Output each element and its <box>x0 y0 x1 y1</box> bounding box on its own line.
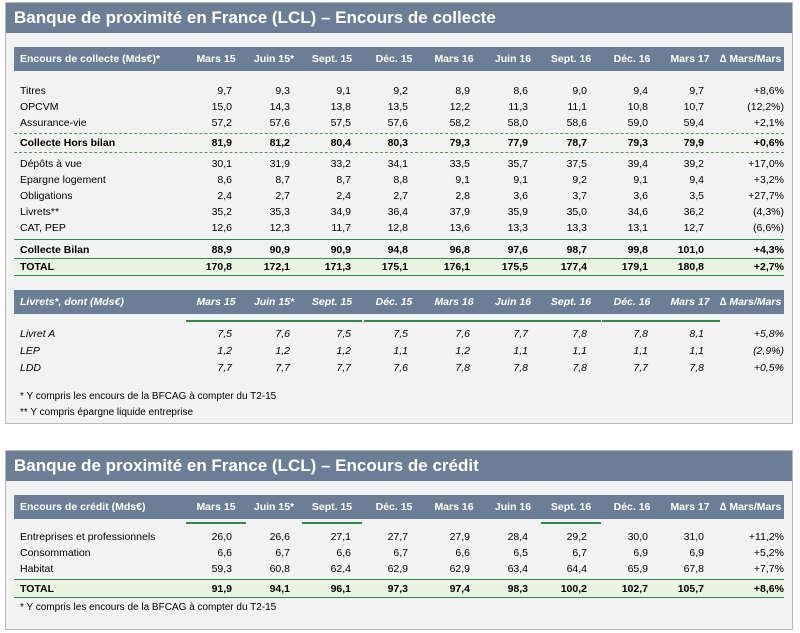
cell-value: 37,5 <box>566 158 587 170</box>
cell-value: 7,8 <box>572 328 587 340</box>
cell-value: 7,7 <box>513 328 528 340</box>
cell-value: 8,1 <box>689 328 704 340</box>
table-row <box>14 83 784 99</box>
table-row <box>14 561 784 577</box>
cell-value: 12,8 <box>387 222 408 234</box>
dash-separator <box>14 152 784 153</box>
row-label: Entreprises et professionnels <box>20 531 156 543</box>
cell-value: 175,1 <box>381 261 408 273</box>
cell-delta: +0,6% <box>753 137 784 149</box>
cell-value: 100,2 <box>560 583 587 595</box>
cell-value: 90,9 <box>330 244 351 256</box>
cell-value: 80,3 <box>387 137 408 149</box>
cell-value: 7,8 <box>513 362 528 374</box>
cell-value: 105,7 <box>677 583 704 595</box>
column-underline <box>302 320 362 322</box>
cell-value: 10,8 <box>627 101 648 113</box>
column-header-period: Mars 16 <box>434 53 474 65</box>
table-row <box>14 115 784 131</box>
cell-delta: (12,2%) <box>747 101 784 113</box>
collecte-hors-bilan-row <box>14 135 784 151</box>
table-row <box>14 220 784 236</box>
column-header-period: Déc. 15 <box>375 296 413 308</box>
row-label: Habitat <box>20 563 54 575</box>
row-label: TOTAL <box>20 583 55 595</box>
cell-value: 13,3 <box>507 222 528 234</box>
cell-value: 1,1 <box>393 345 408 357</box>
column-header-period: Mars 16 <box>434 296 474 308</box>
cell-value: 6,7 <box>275 547 290 559</box>
cell-value: 9,1 <box>336 85 351 97</box>
green-separator <box>14 239 784 240</box>
cell-value: 35,2 <box>211 206 232 218</box>
cell-value: 7,7 <box>217 362 232 374</box>
row-label: CAT, PEP <box>20 222 66 234</box>
cell-value: 60,8 <box>269 563 290 575</box>
cell-value: 7,5 <box>336 328 351 340</box>
cell-value: 10,7 <box>683 101 704 113</box>
cell-value: 35,3 <box>269 206 290 218</box>
cell-value: 8,7 <box>275 174 290 186</box>
cell-value: 81,9 <box>211 137 232 149</box>
column-underline <box>602 320 662 322</box>
livrets-header-row <box>14 290 784 314</box>
cell-value: 1,1 <box>513 345 528 357</box>
row-label: LDD <box>20 362 42 374</box>
cell-value: 7,7 <box>275 362 290 374</box>
cell-value: 9,1 <box>633 174 648 186</box>
cell-value: 13,3 <box>566 222 587 234</box>
cell-value: 8,8 <box>393 174 408 186</box>
row-label: Collecte Hors bilan <box>20 137 116 149</box>
cell-value: 6,6 <box>455 547 470 559</box>
row-label: Livrets** <box>20 206 60 218</box>
column-header-period: Juin 16 <box>494 53 532 65</box>
cell-value: 9,7 <box>689 85 704 97</box>
cell-delta: +0,5% <box>753 362 784 374</box>
cell-value: 9,2 <box>393 85 408 97</box>
cell-value: 58,6 <box>566 117 587 129</box>
cell-value: 1,2 <box>336 345 351 357</box>
table-row <box>14 188 784 204</box>
cell-delta: +5,2% <box>753 547 784 559</box>
cell-value: 172,1 <box>263 261 290 273</box>
cell-delta: +8,6% <box>753 85 784 97</box>
cell-value: 2,7 <box>275 190 290 202</box>
column-header-period: Sept. 16 <box>550 501 592 513</box>
cell-value: 3,6 <box>513 190 528 202</box>
column-header-label: Livrets*, dont (Mds€) <box>20 296 124 308</box>
table-row <box>14 326 784 342</box>
cell-value: 1,1 <box>572 345 587 357</box>
cell-value: 12,2 <box>449 101 470 113</box>
column-header-period: Mars 15 <box>196 501 236 513</box>
credit-title: Banque de proximité en France (LCL) – Encours de crédit <box>6 451 792 481</box>
column-header-period: Mars 17 <box>670 53 710 65</box>
table-row <box>14 172 784 188</box>
column-underline <box>244 320 304 322</box>
cell-value: 98,3 <box>507 583 528 595</box>
cell-value: 9,0 <box>572 85 587 97</box>
column-header-period: Juin 15* <box>253 53 295 65</box>
cell-value: 62,9 <box>387 563 408 575</box>
cell-value: 28,4 <box>507 531 528 543</box>
cell-value: 6,9 <box>689 547 704 559</box>
cell-value: 11,3 <box>508 101 528 113</box>
column-underline <box>424 320 484 322</box>
row-label: Titres <box>20 85 46 97</box>
cell-delta: +11,2% <box>748 531 784 543</box>
row-label: OPCVM <box>20 101 59 113</box>
column-underline <box>186 320 246 322</box>
cell-value: 8,6 <box>513 85 528 97</box>
cell-value: 59,0 <box>627 117 648 129</box>
row-label: Assurance-vie <box>20 117 87 129</box>
column-header-delta: ∆ Mars/Mars <box>720 53 782 65</box>
cell-value: 34,6 <box>627 206 648 218</box>
cell-value: 2,4 <box>336 190 351 202</box>
cell-value: 7,8 <box>689 362 704 374</box>
cell-value: 77,9 <box>507 137 528 149</box>
cell-value: 11,1 <box>567 101 587 113</box>
cell-value: 31,0 <box>683 531 704 543</box>
cell-value: 29,2 <box>566 531 587 543</box>
row-label: Consommation <box>20 547 91 559</box>
cell-value: 27,7 <box>387 531 408 543</box>
cell-value: 7,5 <box>217 328 232 340</box>
cell-value: 27,9 <box>449 531 470 543</box>
row-label: Collecte Bilan <box>20 244 90 256</box>
cell-value: 6,5 <box>513 547 528 559</box>
cell-value: 58,2 <box>449 117 470 129</box>
column-underline <box>541 320 601 322</box>
cell-value: 33,5 <box>449 158 470 170</box>
table-row <box>14 360 784 376</box>
cell-value: 30,0 <box>627 531 648 543</box>
cell-value: 7,6 <box>393 362 408 374</box>
cell-value: 179,1 <box>621 261 648 273</box>
cell-value: 64,4 <box>566 563 587 575</box>
cell-value: 58,0 <box>507 117 528 129</box>
cell-value: 102,7 <box>621 583 648 595</box>
cell-value: 7,8 <box>572 362 587 374</box>
cell-value: 1,2 <box>275 345 290 357</box>
cell-value: 12,6 <box>211 222 232 234</box>
cell-value: 8,9 <box>455 85 470 97</box>
cell-value: 171,3 <box>324 261 351 273</box>
cell-value: 2,8 <box>455 190 470 202</box>
cell-value: 67,8 <box>683 563 704 575</box>
cell-value: 88,9 <box>211 244 232 256</box>
collecte-bilan-row <box>14 242 784 258</box>
cell-value: 90,9 <box>269 244 290 256</box>
row-label: TOTAL <box>20 261 55 273</box>
cell-delta: +4,3% <box>753 244 784 256</box>
cell-delta: +3,2% <box>753 174 784 186</box>
cell-value: 62,9 <box>449 563 470 575</box>
cell-value: 2,7 <box>393 190 408 202</box>
cell-value: 101,0 <box>677 244 704 256</box>
cell-value: 1,1 <box>689 345 704 357</box>
cell-value: 1,2 <box>217 345 232 357</box>
cell-value: 57,5 <box>330 117 351 129</box>
column-header-period: Déc. 16 <box>613 53 651 65</box>
cell-value: 59,4 <box>683 117 704 129</box>
column-header-label: Encours de crédit (Mds€) <box>20 501 146 513</box>
column-header-period: Mars 17 <box>670 501 710 513</box>
cell-value: 78,7 <box>566 137 587 149</box>
column-underline <box>302 522 362 524</box>
dash-separator <box>14 133 784 134</box>
cell-value: 94,8 <box>387 244 408 256</box>
cell-value: 8,7 <box>336 174 351 186</box>
column-header-period: Déc. 16 <box>613 296 651 308</box>
column-header-period: Juin 15* <box>253 296 295 308</box>
cell-value: 3,7 <box>572 190 587 202</box>
column-header-period: Sept. 15 <box>311 501 353 513</box>
collecte-title: Banque de proximité en France (LCL) – Encours de collecte <box>6 3 792 33</box>
cell-value: 3,5 <box>689 190 704 202</box>
column-header-label: Encours de collecte (Mds€)* <box>20 53 161 65</box>
cell-delta: (2,9%) <box>753 345 784 357</box>
cell-value: 175,5 <box>501 261 528 273</box>
table-row <box>14 156 784 172</box>
green-separator <box>14 579 784 580</box>
cell-value: 36,4 <box>387 206 408 218</box>
cell-value: 34,1 <box>387 158 408 170</box>
collecte-note-2: ** Y compris épargne liquide entreprise <box>20 407 194 418</box>
cell-value: 7,6 <box>275 328 290 340</box>
cell-value: 79,3 <box>627 137 648 149</box>
cell-value: 97,6 <box>507 244 528 256</box>
row-label: Epargne logement <box>20 174 106 186</box>
column-header-period: Juin 16 <box>494 501 532 513</box>
cell-value: 9,2 <box>572 174 587 186</box>
cell-delta: +8,6% <box>753 583 784 595</box>
table-row <box>14 99 784 115</box>
table-row <box>14 204 784 220</box>
cell-value: 63,4 <box>507 563 528 575</box>
table-row <box>14 545 784 561</box>
column-underline <box>186 522 246 524</box>
cell-value: 7,8 <box>455 362 470 374</box>
cell-delta: +2,7% <box>753 261 784 273</box>
cell-value: 36,2 <box>683 206 704 218</box>
column-underline <box>660 320 720 322</box>
cell-value: 7,5 <box>393 328 408 340</box>
cell-delta: (4,3%) <box>753 206 784 218</box>
cell-value: 13,8 <box>330 101 351 113</box>
cell-value: 13,1 <box>627 222 648 234</box>
cell-value: 37,9 <box>449 206 470 218</box>
cell-delta: +27,7% <box>748 190 784 202</box>
cell-value: 13,6 <box>449 222 470 234</box>
row-label: Obligations <box>20 190 73 202</box>
column-header-period: Mars 15 <box>196 53 236 65</box>
credit-panel <box>5 450 793 630</box>
cell-value: 6,9 <box>633 547 648 559</box>
cell-value: 98,7 <box>566 244 587 256</box>
cell-value: 176,1 <box>443 261 470 273</box>
credit-header-row <box>14 495 784 519</box>
cell-value: 96,1 <box>330 583 351 595</box>
cell-value: 7,7 <box>633 362 648 374</box>
cell-value: 1,1 <box>633 345 648 357</box>
column-header-delta: ∆ Mars/Mars <box>720 501 782 513</box>
cell-value: 12,7 <box>683 222 704 234</box>
cell-value: 6,6 <box>336 547 351 559</box>
cell-value: 9,4 <box>633 85 648 97</box>
cell-value: 81,2 <box>269 137 290 149</box>
cell-value: 97,4 <box>449 583 470 595</box>
cell-delta: +2,1% <box>753 117 784 129</box>
row-label: LEP <box>20 345 40 357</box>
cell-value: 26,0 <box>211 531 232 543</box>
cell-value: 65,9 <box>627 563 648 575</box>
cell-value: 97,3 <box>387 583 408 595</box>
cell-value: 170,8 <box>205 261 232 273</box>
column-header-period: Mars 15 <box>196 296 236 308</box>
cell-delta: +5,8% <box>753 328 784 340</box>
cell-value: 35,0 <box>566 206 587 218</box>
cell-value: 57,6 <box>269 117 290 129</box>
cell-value: 9,4 <box>689 174 704 186</box>
cell-value: 57,6 <box>387 117 408 129</box>
column-header-period: Sept. 16 <box>550 53 592 65</box>
green-separator <box>14 597 784 598</box>
column-header-period: Mars 17 <box>670 296 710 308</box>
cell-value: 177,4 <box>560 261 587 273</box>
cell-value: 9,7 <box>217 85 232 97</box>
column-header-period: Déc. 15 <box>375 53 413 65</box>
cell-delta: +17,0% <box>748 158 784 170</box>
cell-value: 6,7 <box>572 547 587 559</box>
cell-value: 33,2 <box>330 158 351 170</box>
cell-value: 26,6 <box>269 531 290 543</box>
row-label: Dépôts à vue <box>20 158 82 170</box>
cell-value: 62,4 <box>330 563 351 575</box>
column-header-period: Déc. 15 <box>375 501 413 513</box>
cell-value: 39,4 <box>627 158 648 170</box>
credit-note-1: * Y compris les encours de la BFCAG à compter du T2-15 <box>20 602 277 613</box>
column-underline <box>483 320 543 322</box>
credit-total-row <box>14 581 784 597</box>
collecte-note-1: * Y compris les encours de la BFCAG à compter du T2-15 <box>20 391 277 402</box>
cell-delta: (6,6%) <box>753 222 784 234</box>
cell-value: 12,3 <box>269 222 290 234</box>
cell-value: 99,8 <box>627 244 648 256</box>
table-row <box>14 343 784 359</box>
cell-value: 11,7 <box>331 222 351 234</box>
cell-value: 1,2 <box>455 345 470 357</box>
cell-value: 6,6 <box>217 547 232 559</box>
column-header-period: Sept. 15 <box>311 296 353 308</box>
cell-value: 9,1 <box>455 174 470 186</box>
column-underline <box>364 320 424 322</box>
cell-value: 7,6 <box>455 328 470 340</box>
cell-value: 35,9 <box>507 206 528 218</box>
cell-value: 7,7 <box>336 362 351 374</box>
column-header-period: Juin 16 <box>494 296 532 308</box>
collecte-total-row <box>14 259 784 275</box>
cell-value: 9,1 <box>513 174 528 186</box>
column-header-period: Juin 15* <box>253 501 295 513</box>
column-header-period: Mars 16 <box>434 501 474 513</box>
cell-value: 6,7 <box>393 547 408 559</box>
column-header-period: Sept. 15 <box>311 53 353 65</box>
cell-value: 8,6 <box>217 174 232 186</box>
green-separator <box>14 275 784 276</box>
cell-value: 39,2 <box>683 158 704 170</box>
cell-value: 2,4 <box>217 190 232 202</box>
cell-value: 9,3 <box>275 85 290 97</box>
cell-value: 91,9 <box>211 583 232 595</box>
cell-value: 79,9 <box>683 137 704 149</box>
cell-value: 7,8 <box>633 328 648 340</box>
cell-value: 35,7 <box>507 158 528 170</box>
cell-value: 31,9 <box>269 158 290 170</box>
cell-value: 27,1 <box>330 531 351 543</box>
cell-value: 79,3 <box>449 137 470 149</box>
cell-value: 3,6 <box>633 190 648 202</box>
cell-value: 94,1 <box>269 583 290 595</box>
column-header-delta: ∆ Mars/Mars <box>720 296 782 308</box>
cell-value: 13,5 <box>387 101 408 113</box>
column-underline <box>541 522 601 524</box>
cell-value: 15,0 <box>211 101 232 113</box>
cell-value: 14,3 <box>269 101 290 113</box>
collecte-header-row <box>14 47 784 71</box>
row-label: Livret A <box>20 328 56 340</box>
column-header-period: Sept. 16 <box>550 296 592 308</box>
cell-value: 80,4 <box>330 137 351 149</box>
cell-value: 30,1 <box>211 158 232 170</box>
cell-value: 96,8 <box>449 244 470 256</box>
cell-value: 34,9 <box>330 206 351 218</box>
cell-value: 59,3 <box>211 563 232 575</box>
cell-delta: +7,7% <box>753 563 784 575</box>
collecte-panel <box>5 2 793 424</box>
cell-value: 57,2 <box>211 117 232 129</box>
column-header-period: Déc. 16 <box>613 501 651 513</box>
cell-value: 180,8 <box>677 261 704 273</box>
table-row <box>14 529 784 545</box>
